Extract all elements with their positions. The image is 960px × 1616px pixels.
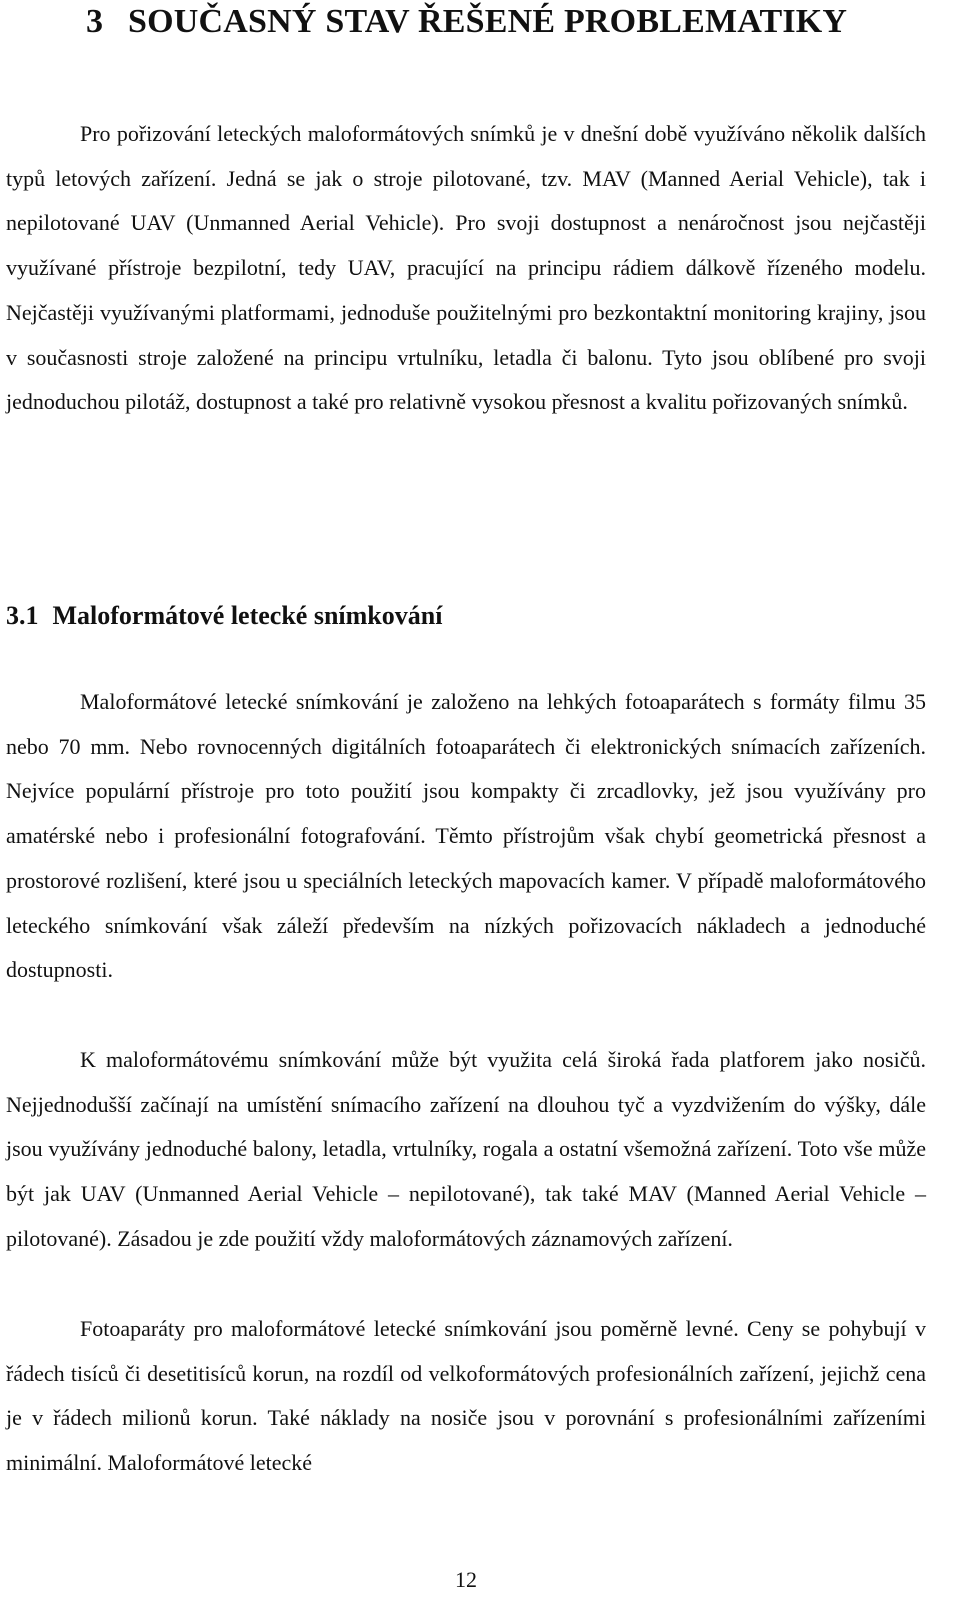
chapter-number: 3 bbox=[86, 3, 104, 40]
chapter-title-text: SOUČASNÝ STAV ŘEŠENÉ PROBLEMATIKY bbox=[128, 3, 848, 40]
section-title-text: Maloformátové letecké snímkování bbox=[52, 601, 443, 630]
intro-paragraph: Pro pořizování leteckých maloformátových snímků je v dnešní době využíváno několik dalších typů letových zařízení. Jedná se jak o stroje pilotované, tzv. MAV (Manned Aerial Vehicle), tak i nepilotované UAV (Unmanned Aerial Vehicle). Pro svoji dostupnost a nenáročnost jsou nejčastěji využívané přístroje bezpilotní, tedy UAV, pracující na principu rádiem dálkově řízeného modelu. Nejčastěji využívanými platformami, jednoduše použitelnými pro bezkontaktní monitoring krajiny, jsou v současnosti stroje založené na principu vrtulníku, letadla či balonu. Tyto jsou oblíbené pro svoji jednoduchou pilotáž, dostupnost a také pro relativně vysokou přesnost a kvalitu pořizovaných snímků. bbox=[6, 121, 926, 415]
section-paragraph-1: Maloformátové letecké snímkování je založeno na lehkých fotoaparátech s formáty filmu 35 nebo 70 mm. Nebo rovnocenných digitálních fotoaparátech či elektronických snímacích zařízeních. Nejvíce populární přístroje pro toto použití jsou kompakty či zrcadlovky, jež jsou využívány pro amatérské nebo i profesionální fotografování. Těmto přístrojům však chybí geometrická přesnost a prostorové rozlišení, které jsou u speciálních leteckých mapovacích kamer. V případě maloformátového leteckého snímkování však záleží především na nízkých pořizovacích nákladech a jednoduché dostupnosti. bbox=[6, 689, 926, 983]
section-paragraph-2: K maloformátovému snímkování může být využita celá široká řada platforem jako nosičů. Nejjednodušší začínají na umístění snímacího zařízení na dlouhou tyč a vyzdvižením do výšky, dále jsou využívány jednoduché balony, letadla, vrtulníky, rogala a ostatní všemožná zařízení. Toto vše může být jak UAV (Unmanned Aerial Vehicle – nepilotované), tak také MAV (Manned Aerial Vehicle – pilotované). Zásadou je zde použití vždy maloformátových záznamových zařízení. bbox=[6, 1047, 926, 1251]
section-paragraph-3: Fotoaparáty pro maloformátové letecké snímkování jsou poměrně levné. Ceny se pohybují v řádech tisíců či desetitisíců korun, na rozdíl od velkoformátových profesionálních zařízení, jejichž cena je v řádech milionů korun. Také náklady na nosiče jsou v porovnání s profesionálními zařízeními minimální. Maloformátové letecké bbox=[6, 1316, 926, 1476]
section-heading bbox=[6, 594, 442, 638]
chapter-heading bbox=[86, 0, 847, 44]
page-number: 12 bbox=[455, 1567, 477, 1592]
section-number: 3.1 bbox=[6, 601, 39, 630]
